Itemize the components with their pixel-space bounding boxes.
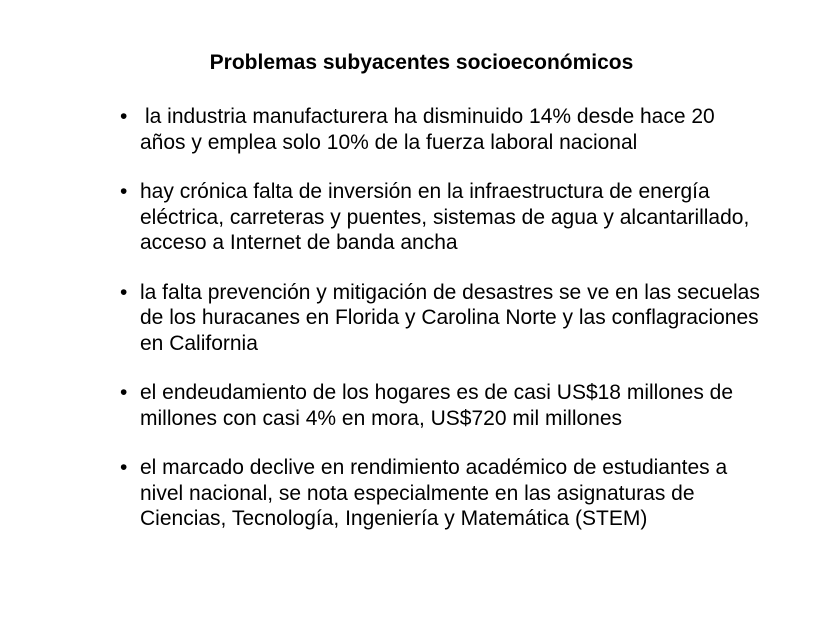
bullet-text: el marcado declive en rendimiento académico de estudiantes a nivel nacional, se nota especialmente en las asignaturas de Ciencias, Tecnología, Ingeniería y Matemática (STEM) bbox=[140, 456, 728, 530]
bullet-text: la industria manufacturera ha disminuido 14% desde hace 20 años y emplea solo 10% de la fuerza laboral nacional bbox=[140, 105, 715, 154]
bullet-icon: • bbox=[120, 381, 128, 404]
bullet-text: el endeudamiento de los hogares es de casi US$18 millones de millones con casi 4% en mora, US$720 mil millones bbox=[140, 381, 734, 430]
bullet-text: hay crónica falta de inversión en la infraestructura de energía eléctrica, carreteras y puentes, sistemas de agua y alcantarillado, acceso a Internet de banda ancha bbox=[140, 180, 750, 254]
bullet-list bbox=[100, 104, 760, 556]
bullet-item bbox=[100, 455, 760, 532]
bullet-item bbox=[100, 380, 760, 431]
bullet-icon: • bbox=[120, 180, 128, 203]
bullet-icon: • bbox=[120, 105, 128, 128]
bullet-item bbox=[100, 280, 760, 357]
bullet-item bbox=[100, 104, 760, 155]
bullet-text: la falta prevención y mitigación de desastres se ve en las secuelas de los huracanes en Florida y Carolina Norte y las conflagraciones en California bbox=[140, 280, 760, 355]
bullet-item bbox=[100, 179, 760, 256]
bullet-icon: • bbox=[120, 280, 128, 304]
bullet-icon: • bbox=[120, 456, 128, 479]
slide-title: Problemas subyacentes socioeconómicos bbox=[209, 51, 634, 74]
